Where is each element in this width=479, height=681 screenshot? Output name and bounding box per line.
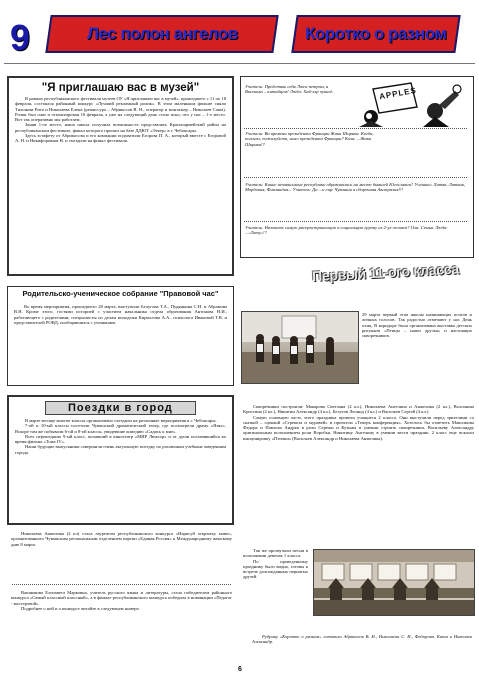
article-parents-text: Во время мероприятия, прошедшего 28 марта, выступили Белугова Т.А., Пудянкина С.Н. и Абрамова В.Н. Кроме этого, гостями историей с участием начальника отдела образования Антонова Н.И., работающего с родителями; специалисты по делам молодежи Кириллова А.А., психолога Ивановой Т.В. и представителей РОВД, пообщавшихся с учениками. bbox=[14, 304, 227, 325]
pervyi-intro bbox=[362, 312, 472, 338]
article-award-teacher bbox=[11, 590, 232, 611]
joke-1-text: Учитель: Представь себя Люсь-петром, а Васенька – китайцем! Люда: Хай-хэр чукна!.. bbox=[245, 84, 335, 95]
article-parents-title: Родительско-ученическое собрание "Правовой час" bbox=[22, 289, 219, 298]
page-number: 6 bbox=[238, 666, 242, 673]
article-museum-invite bbox=[7, 76, 234, 276]
article-trips-p2: 7-ой и 10-ый классы посетили Чувашский драматический театр, где посмотрели драму «Ятях». Вскоре там же побывали 6-ой и 8-ой классы, увидевшие комедию «Садись к мне». bbox=[15, 423, 226, 434]
article-award-teacher-p1: Вашникова Елизавета Марковна, учитель русского языка и литературы, стала победителем районного конкурса «Самый классный классный», а в финале республиканского конкурса победила в номинации «Педагог - мастеровой». bbox=[11, 590, 232, 606]
birdhouse-exhibition-image bbox=[314, 550, 474, 615]
article-award-drawing bbox=[11, 531, 232, 547]
article-museum-p1: В рамках республиканского фестиваля музеев ОУ «Я приглашаю вас в музей», прошедшего с 11 по 18 февраля, состоялся районный конкурс «Лучший рекламный ролик». В этом маленьком фильме сняли Тихонова Рита и Николаева Елена (режиссура – Абрикосов В. Н., оператор и монтажер – Николаев Саша). Ролик был снят и отмонтирован 10 февраля, а уже на следующий день стало ясно, что у нас – 1-е место. Вот так оперативно мы работаем. bbox=[15, 96, 226, 123]
pervyi-p2: Скворечники построили: Макарова Светлана (2 кл.), Николаева Ангелина и Анжелика (2 кл.), Волошина Кристина (2 кл.), Никитин Александр (4 кл.), Белугов Леонид (4 кл.) и Васильев Сергей (4 кл.). bbox=[243, 404, 474, 415]
divider-left bbox=[12, 584, 231, 585]
photo-stage bbox=[241, 311, 359, 384]
header-title-right-text: Коротко о разном bbox=[305, 24, 447, 43]
pervyi-p3: Самую основную часть этого праздника провели учащиеся 2 класса. Они выступили перед зрителями со сказкой – сценкой «Стрекоза и муравей» и проектом «Теперь конференция». Хотелось бы отметить Максимова Федора и Павлова Андрея в роли Сережи и Кузьмы в умении строить скворечники, Васильеву Александру оригинальным исполнением роли Воробья, Никитину Ангелину в умении вести праздник. 2 класс еще показал инсценировку «Птички» (Васильев Александр и Николаева Анжелика). bbox=[243, 414, 474, 441]
joke-2 bbox=[245, 131, 385, 147]
joke-1 bbox=[245, 84, 343, 95]
jokes-divider-2 bbox=[244, 177, 467, 178]
article-museum-title: "Я приглашаю вас в музей" bbox=[41, 82, 200, 94]
sticker-text: APPLES bbox=[378, 85, 418, 102]
pervyi-p1: 29 марта первый этап школы начинающих поэтов и личных голосов. Так радостно отмечают у нас День птиц. В коридоре была организована выставка детских рисунков «Птицы – наши друзья» и настоящих скворечников. bbox=[362, 312, 472, 339]
article-trips-title-bg bbox=[45, 401, 196, 415]
credits-text: Рубрику «Коротко о разном» готовили Абрикосов В. Н., Николаева С. Н., Федорова. Катя и Николаев Александр. bbox=[252, 634, 472, 645]
pervyi-body bbox=[243, 404, 474, 441]
issue-number: 9 bbox=[9, 17, 31, 58]
pervyi-closing bbox=[243, 548, 308, 580]
article-trips bbox=[7, 395, 234, 525]
sticker-illustration bbox=[353, 81, 465, 129]
pervyi-p5: По проведенному празднику было видно, готовы к встрече долгожданных пернатых друзей. bbox=[243, 558, 308, 580]
children-on-stage-image bbox=[242, 312, 358, 383]
joke-4 bbox=[245, 225, 467, 236]
jokes-divider-1 bbox=[244, 128, 467, 129]
joke-2-text: Учитель: Во времена президента Франции Жака Ширака. Когда, полагал, пожалуйста, имел президента Франции? Коля: ...Жака Ширака!? bbox=[245, 131, 374, 147]
photo-exhibition bbox=[313, 549, 475, 616]
joke-3-text: Учитель: Какие независимые республики образовались на месте бывшей Югославии? Ученики: Литва, Латвия, Мордовия, Финляндия... Учитель: Да ...и еще Чувашия и сборочная Австралия!!! bbox=[245, 182, 465, 193]
joke-4-text: Учитель: Назовите самую распространенную в социальную группу из 2-ух человек? Оля: Семья. Люда: ...«Тату»!? bbox=[245, 225, 448, 236]
joke-3 bbox=[245, 182, 467, 193]
header-divider bbox=[4, 63, 475, 64]
header-title-left bbox=[45, 15, 278, 53]
article-award-drawing-text: Николаева Анжелика (2 кл) стала лауреатом республиканского конкурса «Нарисуй открытку маме», организованного Чувашским региональным отделением партии «Единая Россия» к Международному женскому дню 8 марта. bbox=[11, 531, 232, 547]
article-award-teacher-p2: Подробнее о ней и о конкурсе читайте в следующем номере. bbox=[21, 605, 140, 611]
credits bbox=[252, 634, 472, 645]
pervyi-banner: Первый 11-ого класса bbox=[311, 260, 460, 285]
article-trips-p1: В марте месяце многие классы организовано съездили на различные мероприятия в г. Чебоксары. bbox=[25, 418, 217, 423]
jokes-divider-3 bbox=[244, 221, 467, 222]
article-trips-p4: Наши будущие выпускники совершили очень актуальную поездку по различным учебным заведениям города. bbox=[15, 444, 226, 455]
article-museum-p2: Заняв 1-ое место, наша школа получила возможность представлять Красноармейский район на республиканском фестивале, финал которого прошел на базе ДДЮТ «Эткер» в г. Чебоксары. bbox=[15, 122, 226, 133]
header-title-right bbox=[291, 15, 460, 53]
article-trips-p3: Всех перешедших 9-ый класс, попавший в кинотеатр «МИР Люксор» и от души посмеявшийся во время фильма «Тоже IV». bbox=[15, 433, 226, 445]
article-museum-p3: Здесь эстафету от Абрикосова и его компании подхватили Егорова П. А., который вместе с Егоровой А. Н. и Никифоровым Н. и съездили на финал фестиваля. bbox=[15, 133, 226, 144]
pervyi-p4: Так же прозвучали песни в исполнении девочек 1 класса. bbox=[243, 548, 308, 559]
header-title-left-text: Лес полон ангелов bbox=[86, 24, 238, 43]
article-parents-meeting bbox=[7, 286, 234, 386]
article-trips-title: Поездки в город bbox=[68, 402, 173, 414]
